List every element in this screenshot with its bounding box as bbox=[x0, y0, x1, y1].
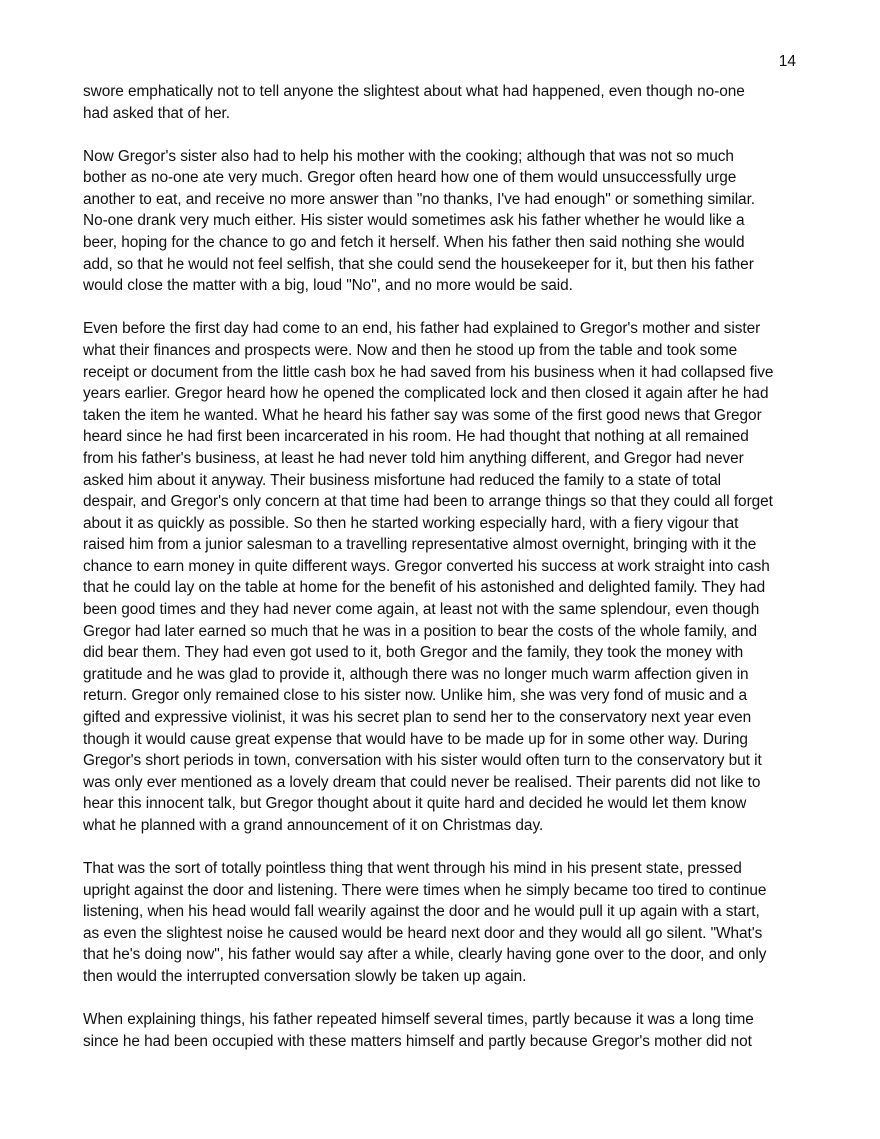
text-line: heard since he had first been incarcerated in his room. He had thought that nothing at all remained bbox=[83, 428, 749, 446]
text-line: been good times and they had never come again, at least not with the same splendour, even though bbox=[83, 601, 760, 619]
paragraph-2 bbox=[83, 146, 813, 297]
text-line: Even before the first day had come to an end, his father had explained to Gregor's mother and sister bbox=[83, 320, 761, 338]
text-line: gifted and expressive violinist, it was his secret plan to send her to the conservatory next year even bbox=[83, 709, 752, 727]
text-line: raised him from a junior salesman to a travelling representative almost overnight, bringing with it the bbox=[83, 536, 757, 554]
text-line: that he's doing now", his father would say after a while, clearly having gone over to the door, and only bbox=[83, 946, 767, 964]
text-line: then would the interrupted conversation slowly be taken up again. bbox=[83, 968, 527, 986]
text-line: was only ever mentioned as a lovely dream that could never be realised. Their parents did not like to bbox=[83, 773, 761, 791]
text-line: No-one drank very much either. His sister would sometimes ask his father whether he would like a bbox=[83, 212, 745, 230]
paragraph-1 bbox=[83, 81, 813, 124]
text-line: bother as no-one ate very much. Gregor often heard how one of them would unsuccessfully urge bbox=[83, 169, 737, 187]
text-line: When explaining things, his father repeated himself several times, partly because it was a long time bbox=[83, 1011, 754, 1029]
text-line: beer, hoping for the chance to go and fetch it herself. When his father then said nothing she would bbox=[83, 234, 745, 252]
text-line: listening, when his head would fall wearily against the door and he would pull it up again with a start, bbox=[83, 903, 760, 921]
text-line: taken the item he wanted. What he heard his father say was some of the first good news that Gregor bbox=[83, 406, 762, 424]
text-line: upright against the door and listening. There were times when he simply became too tired to continue bbox=[83, 881, 767, 899]
text-line: that he could lay on the table at home for the benefit of his astonished and delighted family. They had bbox=[83, 579, 766, 597]
text-line: add, so that he would not feel selfish, that she could send the housekeeper for it, but then his father bbox=[83, 255, 754, 273]
text-line: though it would cause great expense that would have to be made up for in some other way. During bbox=[83, 730, 748, 748]
text-line: despair, and Gregor's only concern at that time had been to arrange things so that they could all forget bbox=[83, 493, 773, 511]
text-line: swore emphatically not to tell anyone the slightest about what had happened, even though no-one bbox=[83, 83, 745, 100]
text-line: as even the slightest noise he caused would be heard next door and they would all go silent. "What's bbox=[83, 924, 763, 942]
text-line: Gregor's short periods in town, conversation with his sister would often turn to the conservatory but it bbox=[83, 752, 762, 770]
text-line: Now Gregor's sister also had to help his mother with the cooking; although that was not so much bbox=[83, 147, 734, 165]
text-line: That was the sort of totally pointless thing that went through his mind in his present state, pressed bbox=[83, 860, 742, 878]
text-line: would close the matter with a big, loud "No", and no more would be said. bbox=[83, 277, 573, 295]
body-text bbox=[83, 81, 813, 1074]
text-line: years earlier. Gregor heard how he opened the complicated lock and then closed it again after he had bbox=[83, 385, 769, 403]
paragraph-4 bbox=[83, 858, 813, 988]
text-line: receipt or document from the little cash box he had saved from his business when it had collapsed five bbox=[83, 363, 774, 381]
text-line: did bear them. They had even got used to it, both Gregor and the family, they took the money with bbox=[83, 644, 744, 662]
text-line: Gregor had later earned so much that he was in a position to bear the costs of the whole family, and bbox=[83, 622, 757, 640]
text-line: hear this innocent talk, but Gregor thought about it quite hard and decided he would let them know bbox=[83, 795, 747, 813]
text-line: another to eat, and receive no more answer than "no thanks, I've had enough" or something similar. bbox=[83, 190, 756, 208]
paragraph-5 bbox=[83, 1009, 813, 1052]
text-line: return. Gregor only remained close to his sister now. Unlike him, she was very fond of music and a bbox=[83, 687, 748, 705]
text-line: asked him about it anyway. Their business misfortune had reduced the family to a state of total bbox=[83, 471, 722, 489]
text-line: what he planned with a grand announcement of it on Christmas day. bbox=[83, 817, 544, 834]
text-line: since he had been occupied with these matters himself and partly because Gregor's mother did not bbox=[83, 1032, 752, 1050]
text-line: about it as quickly as possible. So then he started working especially hard, with a fiery vigour that bbox=[83, 514, 739, 532]
text-line: what their finances and prospects were. Now and then he stood up from the table and took some bbox=[83, 341, 738, 359]
page-number: 14 bbox=[778, 53, 796, 70]
text-line: had asked that of her. bbox=[83, 104, 230, 122]
text-line: gratitude and he was glad to provide it, although there was no longer much warm affection given in bbox=[83, 665, 749, 683]
text-line: from his father's business, at least he had never told him anything different, and Gregor had never bbox=[83, 449, 744, 467]
paragraph-3 bbox=[83, 318, 813, 836]
text-line: chance to earn money in quite different ways. Gregor converted his success at work straight into cash bbox=[83, 557, 770, 575]
